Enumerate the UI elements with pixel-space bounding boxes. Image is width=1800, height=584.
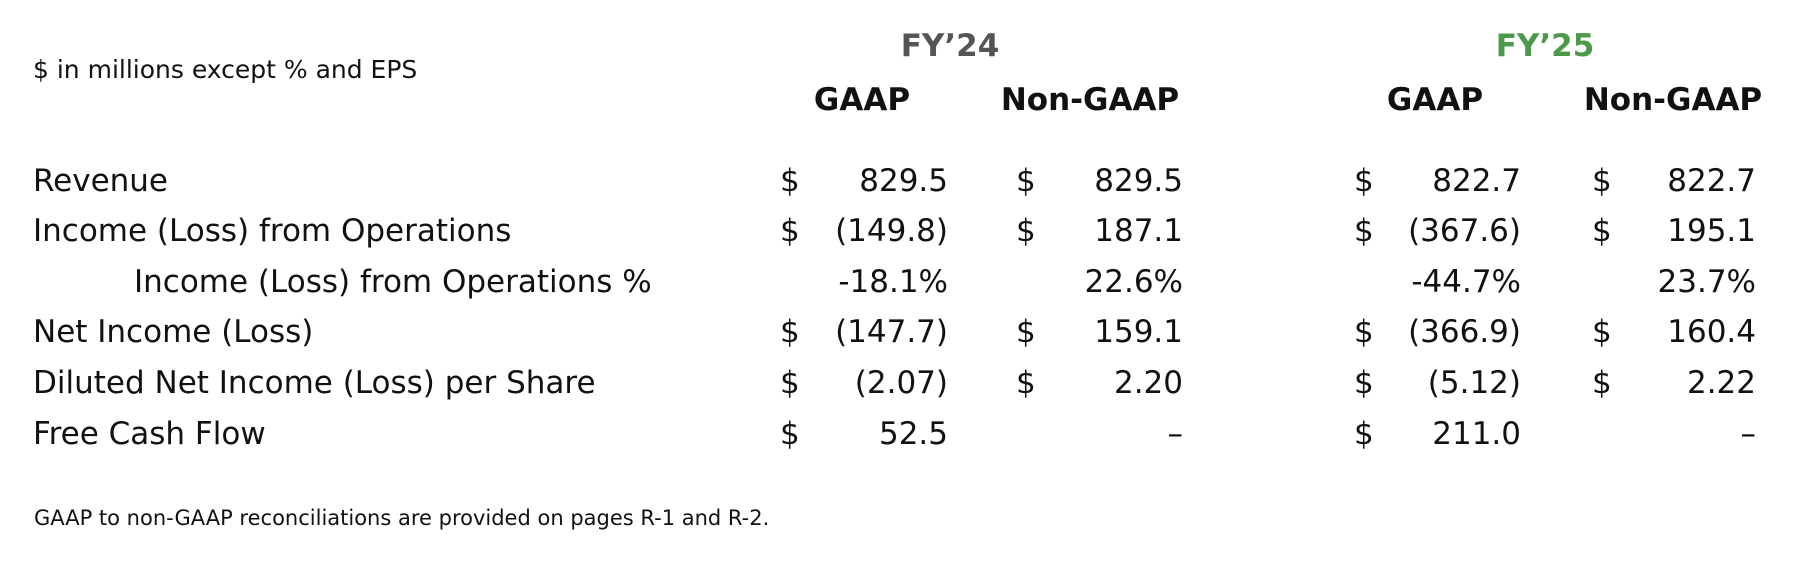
fy24-nongaap-value: 829.5 — [1094, 163, 1183, 199]
fy24-nongaap-dollar-sign: $ — [1016, 163, 1036, 199]
fy25-nongaap-dollar-sign: $ — [1592, 213, 1612, 249]
fy25-gaap-value: 211.0 — [1432, 416, 1521, 452]
fy25-gaap-dollar-sign: $ — [1354, 416, 1374, 452]
fy25-nongaap-value: 2.22 — [1686, 365, 1756, 401]
fy24-nongaap-value: 187.1 — [1094, 213, 1183, 249]
fy25-gaap-value: 822.7 — [1432, 163, 1521, 199]
fy24-gaap-value: (149.8) — [835, 213, 948, 249]
fy24-nongaap-value: 159.1 — [1094, 314, 1183, 350]
fy24-gaap-value: (2.07) — [854, 365, 948, 401]
row-label: Free Cash Flow — [33, 416, 266, 452]
fy25-gaap-dollar-sign: $ — [1354, 365, 1374, 401]
fy24-gaap-dollar-sign: $ — [780, 213, 800, 249]
footnote: GAAP to non-GAAP reconciliations are provided on pages R-1 and R-2. — [34, 506, 770, 530]
fy25-nongaap-value: 23.7% — [1657, 264, 1756, 300]
row-label: Income (Loss) from Operations % — [134, 264, 652, 300]
fy24-gaap-value: 829.5 — [859, 163, 948, 199]
row-label: Net Income (Loss) — [33, 314, 314, 350]
fy24-gaap-dollar-sign: $ — [780, 163, 800, 199]
fy24-gaap-dollar-sign: $ — [780, 314, 800, 350]
fy24-nongaap-value: 22.6% — [1084, 264, 1183, 300]
fy25-gaap-dollar-sign: $ — [1354, 163, 1374, 199]
row-label: Revenue — [33, 163, 169, 199]
fy24-nongaap-value: 2.20 — [1113, 365, 1183, 401]
fy25-gaap-dollar-sign: $ — [1354, 213, 1374, 249]
fy25-nongaap-value: 822.7 — [1667, 163, 1756, 199]
fy24-nongaap-dollar-sign: $ — [1016, 365, 1036, 401]
fy24-gaap-value: -18.1% — [838, 264, 948, 300]
fy24-gaap-dollar-sign: $ — [780, 416, 800, 452]
fy25-nongaap-value: 195.1 — [1667, 213, 1756, 249]
fy25-nongaap-dollar-sign: $ — [1592, 365, 1612, 401]
fy25-nongaap-header: Non-GAAP — [1583, 82, 1763, 118]
fy25-gaap-value: -44.7% — [1411, 264, 1521, 300]
fy24-nongaap-value: – — [1167, 416, 1183, 452]
fy24-nongaap-dollar-sign: $ — [1016, 314, 1036, 350]
fy24-gaap-value: 52.5 — [878, 416, 948, 452]
units-note: $ in millions except % and EPS — [33, 55, 418, 84]
fy25-gaap-dollar-sign: $ — [1354, 314, 1374, 350]
fy24-gaap-value: (147.7) — [835, 314, 948, 350]
fy24-gaap-dollar-sign: $ — [780, 365, 800, 401]
row-label: Income (Loss) from Operations — [33, 213, 512, 249]
fy25-gaap-value: (367.6) — [1408, 213, 1521, 249]
fy25-gaap-header: GAAP — [1386, 82, 1484, 118]
fy24-nongaap-header: Non-GAAP — [1000, 82, 1180, 118]
fy25-nongaap-value: 160.4 — [1667, 314, 1756, 350]
fy24-gaap-header: GAAP — [813, 82, 911, 118]
fy24-nongaap-dollar-sign: $ — [1016, 213, 1036, 249]
fy25-heading: FY’25 — [1495, 28, 1595, 64]
fy25-gaap-value: (5.12) — [1427, 365, 1521, 401]
fy24-heading: FY’24 — [900, 28, 1000, 64]
fy25-nongaap-dollar-sign: $ — [1592, 314, 1612, 350]
fy25-gaap-value: (366.9) — [1408, 314, 1521, 350]
row-label: Diluted Net Income (Loss) per Share — [33, 365, 596, 401]
fy25-nongaap-value: – — [1740, 416, 1756, 452]
fy25-nongaap-dollar-sign: $ — [1592, 163, 1612, 199]
